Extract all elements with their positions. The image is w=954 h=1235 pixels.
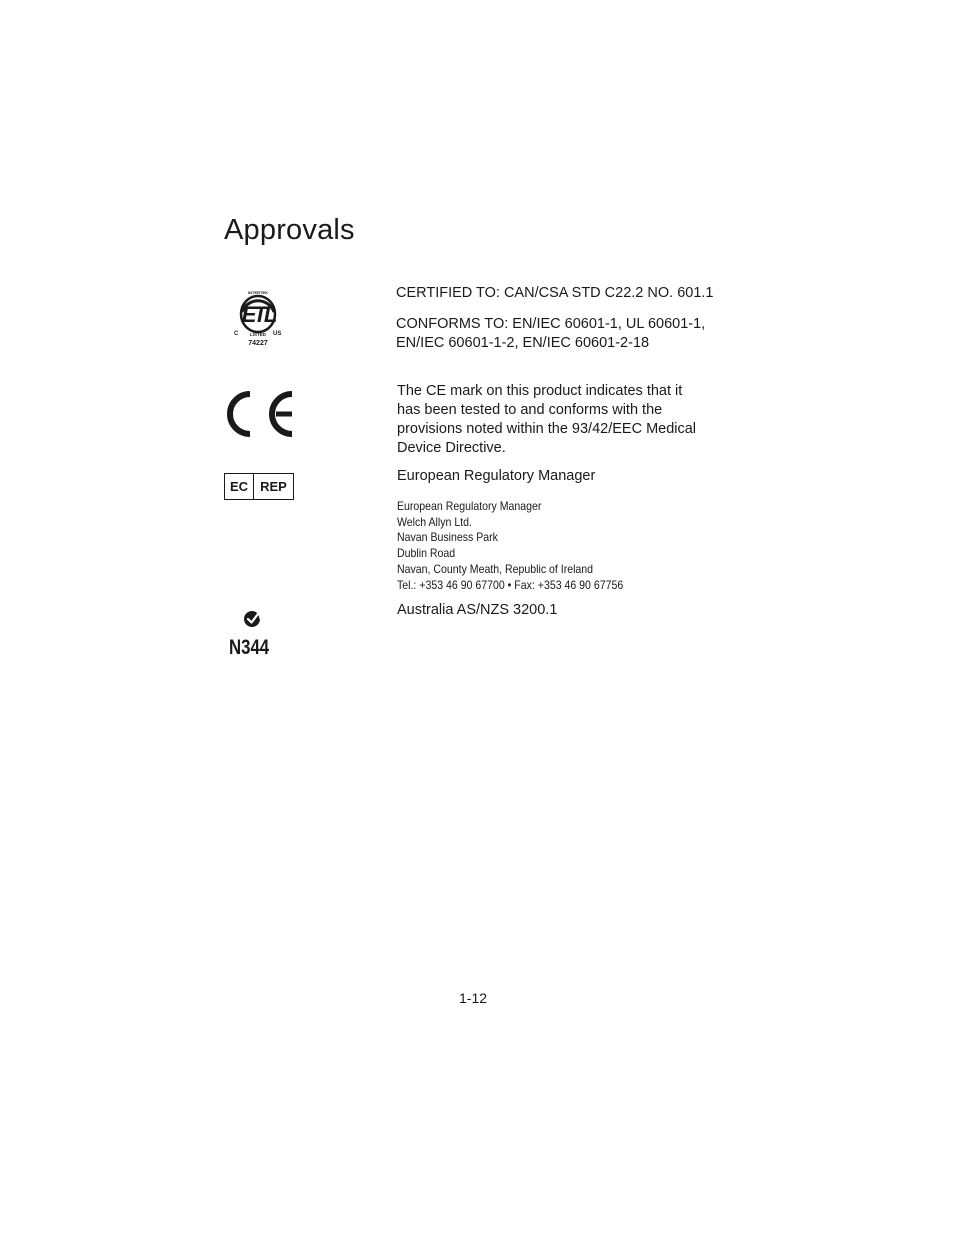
etl-conforms-line: CONFORMS TO: EN/IEC 60601-1, UL 60601-1, <box>396 316 706 332</box>
address-line: Navan, County Meath, Republic of Ireland <box>397 561 594 576</box>
page-title: Approvals <box>224 214 355 246</box>
ce-text-line: provisions noted within the 93/42/EEC Medical <box>397 421 697 437</box>
ec-rep-mark <box>224 473 294 500</box>
c-tick-mark-icon <box>229 608 279 658</box>
address-line: Tel.: +353 46 90 67700 • Fax: +353 46 90 67756 <box>397 577 624 592</box>
page-number: 1-12 <box>459 990 488 1006</box>
ce-description <box>397 382 737 458</box>
svg-text:ETL: ETL <box>241 302 275 327</box>
ce-text-line: Device Directive. <box>397 440 506 456</box>
svg-text:C: C <box>234 331 239 337</box>
svg-text:INTERTEK: INTERTEK <box>248 290 268 295</box>
svg-text:US: US <box>273 331 282 337</box>
address-line: Dublin Road <box>397 546 456 561</box>
svg-text:LISTED: LISTED <box>249 332 267 337</box>
ce-text-line: The CE mark on this product indicates that it <box>397 383 683 399</box>
svg-text:74227: 74227 <box>248 340 268 347</box>
etl-certified-text: CERTIFIED TO: CAN/CSA STD C22.2 NO. 601.1 <box>396 285 714 301</box>
ec-label: EC <box>225 474 254 499</box>
etl-listed-mark-icon <box>226 286 290 350</box>
australia-standard-text: Australia AS/NZS 3200.1 <box>397 602 558 618</box>
ecrep-heading: European Regulatory Manager <box>397 468 596 484</box>
ce-mark-icon <box>226 390 296 438</box>
etl-conforms-text <box>396 315 736 353</box>
ce-text-line: has been tested to and conforms with the <box>397 402 663 418</box>
address-line: European Regulatory Manager <box>397 499 542 513</box>
svg-text:N344: N344 <box>229 636 270 658</box>
ecrep-address <box>397 499 623 593</box>
address-line: Welch Allyn Ltd. <box>397 514 472 529</box>
address-line: Navan Business Park <box>397 530 498 545</box>
etl-conforms-line: EN/IEC 60601-1-2, EN/IEC 60601-2-18 <box>396 335 650 351</box>
rep-label: REP <box>260 479 287 494</box>
